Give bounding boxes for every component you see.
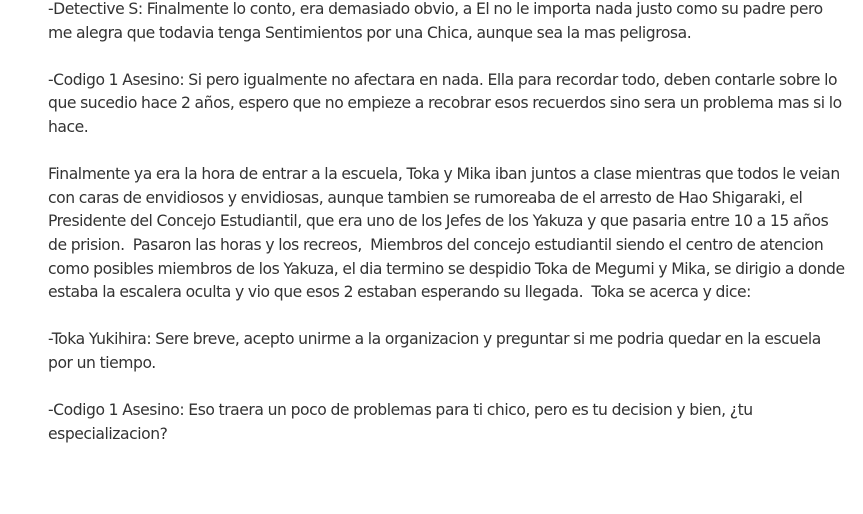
- story-text: [48, 0, 848, 446]
- paragraph-codigo-1-asesino-first: -Codigo 1 Asesino: Si pero igualmente no afectara en nada. Ella para recordar todo, deben contarle sobre lo que sucedio hace 2 años, espero que no empieze a recobrar esos recuerdos sino sera un problema mas si lo hace.: [48, 70, 846, 136]
- paragraph-toka-yukihira: -Toka Yukihira: Sere breve, acepto unirme a la organizacion y preguntar si me podria quedar en la escuela por un tiempo.: [48, 330, 825, 372]
- paragraph-detective-s: -Detective S: Finalmente lo conto, era demasiado obvio, a El no le importa nada justo como su padre pero me alegra que todavia tenga Sentimientos por una Chica, aunque sea la mas peligrosa.: [48, 0, 827, 42]
- paragraph-narration: Finalmente ya era la hora de entrar a la escuela, Toka y Mika iban juntos a clase mientras que todos le veian con caras de envidiosos y envidiosas, aunque tambien se rumoreaba de el arresto de Hao Shigaraki, el Presidente del Concejo Estudiantil, que era uno de los Jefes de los Yakuza y que pasaria entre 10 a 15 años de prision. Pasaron las horas y los recreos, Miembros del concejo estudiantil siendo el centro de atencion como posibles miembros de los Yakuza, el dia termino se despidio Toka de Megumi y Mika, se dirigio a donde estaba la escalera oculta y vio que esos 2 estaban esperando su llegada. Toka se acerca y dice:: [48, 165, 849, 302]
- paragraph-codigo-1-asesino-second: -Codigo 1 Asesino: Eso traera un poco de problemas para ti chico, pero es tu decision y bien, ¿tu especializacion?: [48, 401, 757, 443]
